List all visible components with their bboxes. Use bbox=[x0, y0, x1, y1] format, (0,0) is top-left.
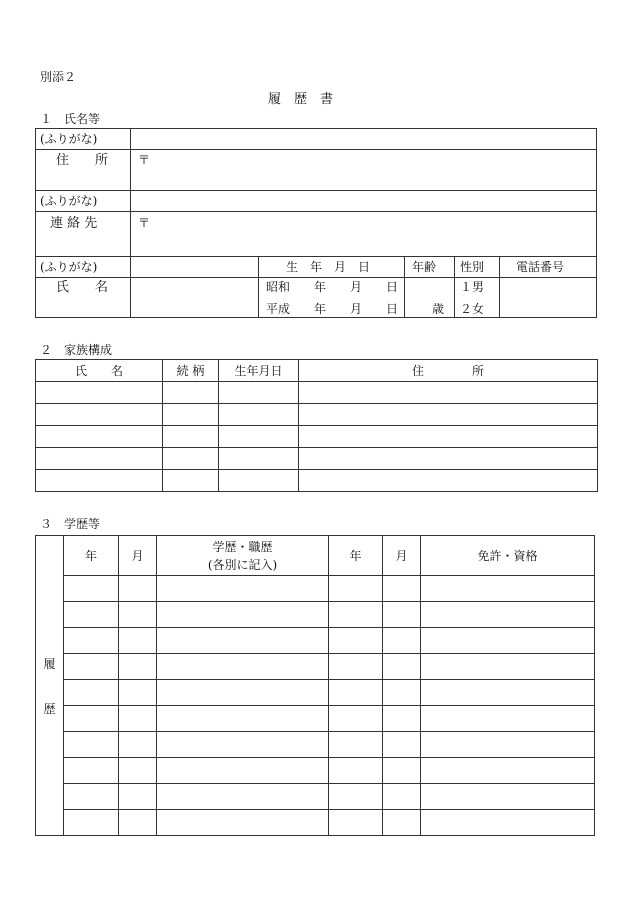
table-row bbox=[36, 706, 595, 732]
table-row bbox=[36, 628, 595, 654]
table-row bbox=[36, 602, 595, 628]
history-header-career bbox=[157, 536, 329, 576]
history-header-month: 月 bbox=[119, 536, 157, 576]
career-header-line2: (各別に記入) bbox=[207, 557, 278, 572]
career-header-line1: 学歴・職歴 bbox=[212, 539, 273, 554]
side-label-char-2: 歴 bbox=[43, 701, 56, 716]
furigana-label: (ふりがな) bbox=[40, 132, 98, 146]
document-title: 履 歴 書 bbox=[268, 92, 334, 107]
table-row bbox=[36, 404, 598, 426]
history-header-year: 年 bbox=[64, 536, 119, 576]
address-field[interactable] bbox=[131, 150, 596, 190]
personal-info-form bbox=[35, 128, 597, 318]
table-row bbox=[36, 426, 598, 448]
table-row bbox=[36, 758, 595, 784]
sex-option-male[interactable]: １男 bbox=[460, 280, 485, 294]
age-unit: 歳 bbox=[432, 302, 445, 316]
table-row bbox=[36, 576, 595, 602]
name-label: 氏 名 bbox=[56, 280, 109, 295]
table-row bbox=[36, 810, 595, 836]
license-header: 免許・資格 bbox=[421, 536, 595, 576]
table-row bbox=[36, 470, 598, 492]
phone-header: 電話番号 bbox=[516, 260, 565, 274]
table-row bbox=[36, 680, 595, 706]
family-table bbox=[35, 359, 598, 492]
postal-mark: 〒 bbox=[138, 153, 151, 167]
section3-heading: ３ 学歴等 bbox=[40, 517, 101, 531]
sex-option-female[interactable]: ２女 bbox=[460, 302, 485, 316]
section1-heading: １ 氏名等 bbox=[40, 112, 101, 126]
postal-mark-contact: 〒 bbox=[138, 216, 151, 230]
address-label: 住 所 bbox=[56, 153, 109, 168]
family-header-birthdate: 生年月日 bbox=[219, 360, 299, 382]
history-table bbox=[35, 535, 595, 836]
age-header: 年齢 bbox=[412, 260, 437, 274]
name-field[interactable] bbox=[131, 278, 257, 318]
contact-field[interactable] bbox=[131, 212, 596, 256]
table-row bbox=[36, 654, 595, 680]
section2-heading: ２ 家族構成 bbox=[40, 343, 113, 357]
history-side-label bbox=[36, 536, 64, 836]
family-header-address: 住 所 bbox=[299, 360, 598, 382]
contact-label: 連 絡 先 bbox=[50, 216, 98, 231]
furigana-label-contact: (ふりがな) bbox=[40, 194, 98, 208]
table-row bbox=[36, 448, 598, 470]
phone-field[interactable] bbox=[500, 278, 596, 318]
license-header-month: 月 bbox=[383, 536, 421, 576]
side-label-char-1: 履 bbox=[43, 656, 56, 671]
furigana-label-name: (ふりがな) bbox=[40, 260, 98, 274]
family-header-name: 氏 名 bbox=[36, 360, 163, 382]
table-row bbox=[36, 784, 595, 810]
table-row bbox=[36, 732, 595, 758]
family-header-relation: 続 柄 bbox=[163, 360, 219, 382]
era-heisei: 平成 年 月 日 bbox=[266, 302, 399, 316]
annex-label: 別添２ bbox=[40, 70, 77, 84]
license-header-year: 年 bbox=[329, 536, 383, 576]
sex-header: 性別 bbox=[460, 260, 485, 274]
era-showa: 昭和 年 月 日 bbox=[266, 280, 399, 294]
birthdate-header: 生 年 月 日 bbox=[286, 260, 371, 274]
table-row bbox=[36, 382, 598, 404]
